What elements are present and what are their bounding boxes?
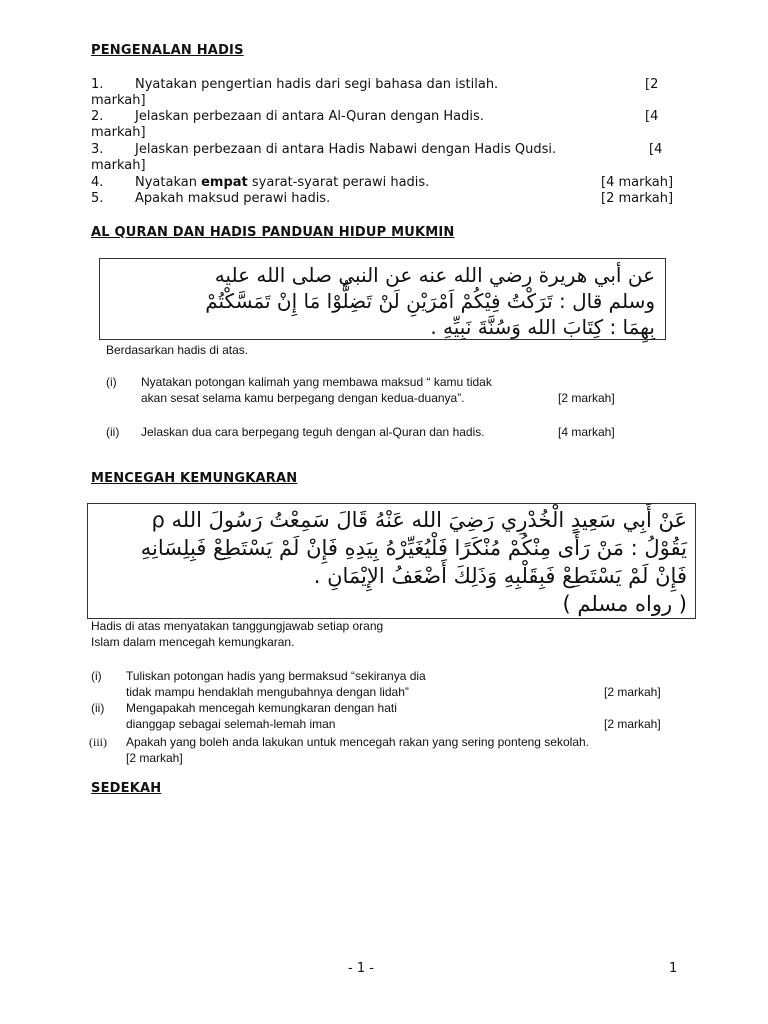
item-number: 5. — [91, 191, 104, 206]
page-number-right: 1 — [669, 961, 678, 976]
item-text: Jelaskan perbezaan di antara Hadis Nabawi dengan Hadis Qudsi. — [135, 142, 557, 157]
arabic-line: عن أبي هريرة رضي الله عنه عن النبي صلى الله عليه — [214, 263, 655, 287]
item-text: Nyatakan pengertian hadis dari segi bahasa dan istilah. — [135, 77, 499, 92]
item-number: 2. — [91, 109, 104, 124]
question-number: (ii) — [91, 701, 105, 715]
question-text: Mengapakah mencegah kemungkaran dengan hati — [126, 701, 397, 715]
arabic-line: عَنْ أَبِي سَعِيدٍ الْخُدْرِي رَضِيَ الله عَنْهُ قَالَ سَمِعْتُ رَسُولَ الله ρ — [151, 508, 687, 532]
question-text: Apakah yang boleh anda lakukan untuk mencegah rakan yang sering ponteng sekolah. — [126, 735, 590, 749]
item-mark: [2 — [645, 77, 659, 92]
item-mark: [4 markah] — [601, 175, 674, 190]
arabic-line: يَقُوْلُ : مَنْ رَأَى مِنْكُمْ مُنْكَرًا فَلْيُغَيِّرْهُ بِيَدِهِ فَإِنْ لَمْ يَسْتَطِعْ فَبِلِسَانِهِ — [140, 536, 687, 560]
question-text: Nyatakan potongan kalimah yang membawa maksud “ kamu tidak — [141, 375, 492, 389]
section-title-sedekah: SEDEKAH — [91, 781, 162, 796]
question-text: akan sesat selama kamu berpegang dengan kedua-duanya”. — [141, 391, 465, 405]
question-number: (iii) — [89, 735, 107, 749]
item-number: 1. — [91, 77, 104, 92]
question-number: (i) — [91, 669, 102, 683]
question-mark: [2 markah] — [604, 717, 661, 731]
item-mark: [2 markah] — [601, 191, 674, 206]
arabic-line: وسلم قال : تَرَكْتُ فِيْكُمْ اَمْرَيْنِ لَنْ تَضِلُّوْا مَا إِنْ تَمَسَّكْتُمْ — [205, 289, 655, 313]
question-intro: Hadis di atas menyatakan tanggungjawab setiap orang — [91, 619, 384, 633]
arabic-line: بِهِمَا : كِتَابَ الله وَسُنَّةَ نَبِيِّهِ . — [430, 315, 655, 339]
item-mark: [4 — [645, 109, 659, 124]
question-text: dianggap sebagai selemah-lemah iman — [126, 717, 336, 731]
item-text-post: syarat-syarat perawi hadis. — [247, 175, 430, 190]
question-number: (i) — [106, 375, 117, 389]
arabic-source: ( رواه مسلم ) — [562, 592, 687, 616]
question-mark: [2 markah] — [558, 391, 615, 405]
item-text-pre: Nyatakan — [135, 175, 202, 190]
arabic-line: فَإِنْ لَمْ يَسْتَطِعْ فَبِقَلْبِهِ وَذَلِكَ أَضْعَفُ الإِيْمَانِ . — [313, 564, 687, 588]
item-mark-cont: markah] — [91, 158, 146, 173]
question-mark: [2 markah] — [604, 685, 661, 699]
question-mark: [4 markah] — [558, 425, 615, 439]
item-text: Jelaskan perbezaan di antara Al-Quran dengan Hadis. — [135, 109, 484, 124]
section-title-mencegah-kemungkaran: MENCEGAH KEMUNGKARAN — [91, 471, 298, 486]
question-intro: Islam dalam mencegah kemungkaran. — [91, 635, 295, 649]
question-text: tidak mampu hendaklah mengubahnya dengan lidah” — [126, 685, 409, 699]
item-text-bold: empat — [201, 175, 248, 190]
item-number: 4. — [91, 175, 104, 190]
question-text: Jelaskan dua cara berpegang teguh dengan al-Quran dan hadis. — [141, 425, 485, 439]
item-mark: [4 — [649, 142, 663, 157]
section-title-pengenalan-hadis: PENGENALAN HADIS — [91, 43, 244, 58]
question-number: (ii) — [106, 425, 120, 439]
question-intro: Berdasarkan hadis di atas. — [106, 343, 249, 357]
item-text — [135, 175, 429, 191]
section-title-al-quran-hadis: AL QURAN DAN HADIS PANDUAN HIDUP MUKMIN — [91, 225, 455, 240]
item-mark-cont: markah] — [91, 93, 146, 108]
page-number-center: - 1 - — [348, 961, 374, 976]
arabic-hadith-box — [99, 258, 666, 340]
question-text: Tuliskan potongan hadis yang bermaksud “sekiranya dia — [126, 669, 426, 683]
item-mark-cont: markah] — [91, 125, 146, 140]
item-text: Apakah maksud perawi hadis. — [135, 191, 331, 206]
arabic-hadith-box — [87, 503, 696, 619]
item-number: 3. — [91, 142, 104, 157]
question-mark: [2 markah] — [126, 751, 183, 765]
